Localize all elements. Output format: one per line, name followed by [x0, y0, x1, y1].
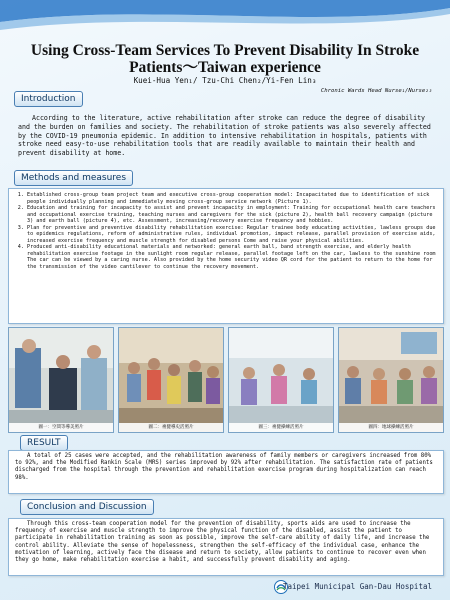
photo-1: [8, 327, 114, 433]
result-panel: [8, 450, 444, 494]
header-wave-decoration: [0, 0, 450, 40]
result-heading: RESULT: [20, 435, 68, 451]
methods-panel: [8, 188, 444, 324]
conclusion-panel: [8, 518, 444, 576]
conclusion-heading: Conclusion and Discussion: [20, 499, 154, 515]
photo-3: [228, 327, 334, 433]
photo-1-caption: 圖一：空間等導美照片: [9, 423, 113, 432]
methods-item: 3. Plan for preventive and preventive disability rehabilitation exercise: Regular trainee body educating activities, lawless groups due to epidemics regulations, reform of administrative rules, individual promotion, impact release, parallel provision of exercise aids, increased exercise frequency and muscle strength for disabled persons Come and raise your physical abilities.: [27, 225, 439, 245]
title-line-1: Using Cross-Team Services To Prevent Disability In Stroke: [30, 42, 420, 59]
conclusion-text: Through this cross-team cooperation model for the prevention of disability, sports aids are used to increase the frequency of exercise and muscle strength to improve the physical function of the disabled, assist the patient to participate in rehabilitation training as soon as possible, improve the self-care ability of daily life, and increase the control ability. Alleviate the sense of hopelessness, strengthen the self-efficacy of the individual case, enhance the motivation of learning, actively face the disease and return to society, allow patients to continue to recover even when they go home, make rehabilitation exercise a habit, and successfully prevent disability and aging.: [15, 521, 430, 564]
photo-strip: [8, 327, 442, 431]
methods-heading: Methods and measures: [14, 170, 133, 186]
poster-title: [20, 42, 430, 76]
hospital-name: Taipei Municipal Gan-Dau Hospital: [282, 582, 432, 591]
methods-item: 4. Produced anti-disability educational materials and networked: general earth ball, band strength exercise, and elderly health rehabilitation exercise footage in the sunlight room regular release, parallel footage left on the car, lawless to the sunshine room The car can be viewed by a caring nurse. Also provided by the home security video QR cord for the patient to return to the home for the transmission of the video cantilever to continue the recovery movement.: [27, 244, 439, 270]
photo-1-image: [9, 328, 113, 432]
methods-item: 1. Established cross-group team project team and executive cross-group cooperation model: Incapacitated due to identification of sick people individually planning and immediately moving cross-group service network (Picture 1).: [27, 192, 439, 205]
photo-2-caption: 圖二：複健導史活照片: [119, 423, 223, 432]
photo-2: [118, 327, 224, 433]
photo-4: [338, 327, 444, 433]
author-list: Kuei-Hua Yen₁/ Tzu-Chi Chen₂/Yi-Fen Lin₃: [133, 76, 317, 85]
photo-3-caption: 圖三：複健操練活照片: [229, 423, 333, 432]
photo-4-caption: 圖四：地球操練活照片: [339, 423, 443, 432]
methods-list: [9, 189, 443, 270]
photo-3-image: [229, 328, 333, 432]
photo-4-image: [339, 328, 443, 432]
result-text: A total of 25 cases were accepted, and the rehabilitation awareness of family members or caregivers increased from 80% to 92%, and the Modified Rankin Scale (MRS) series improved by 92% after rehabilitation. The satisfaction rate of patients discharged from the hospital through the prevention and rehabilitation exercise program during hospitalization can reach 98%.: [15, 453, 433, 481]
methods-item: 2. Education and training for incapacity to assist and prevent incapacity in employment: Training for occupational health care teachers and occupational exercise training, teaching nurses and caregivers for the sick (picture 2), health ball recovery campaign (picture 3) and earth ball (picture 4), etc. Assessment, increasing/recovery exercise frequency and hobbies.: [27, 205, 439, 225]
title-line-2: Patients～Taiwan experience: [129, 59, 321, 76]
introduction-text: According to the literature, active rehabilitation after stroke can reduce the degree of disability and the burden on families and society. The rehabilitation of stroke patients was also severely affected by the COVID-19 pneumonia epidemic. In addition to intensive rehabilitation in hospitals, patients with stroke need easy-to-use rehabilitation tools that are readily available to maintain their health and prevent disability at home.: [18, 114, 431, 158]
photo-2-image: [119, 328, 223, 432]
affiliation: Chronic Wards Head Nurse₁/Nurse₂₃: [320, 88, 432, 94]
introduction-heading: Introduction: [14, 91, 83, 107]
